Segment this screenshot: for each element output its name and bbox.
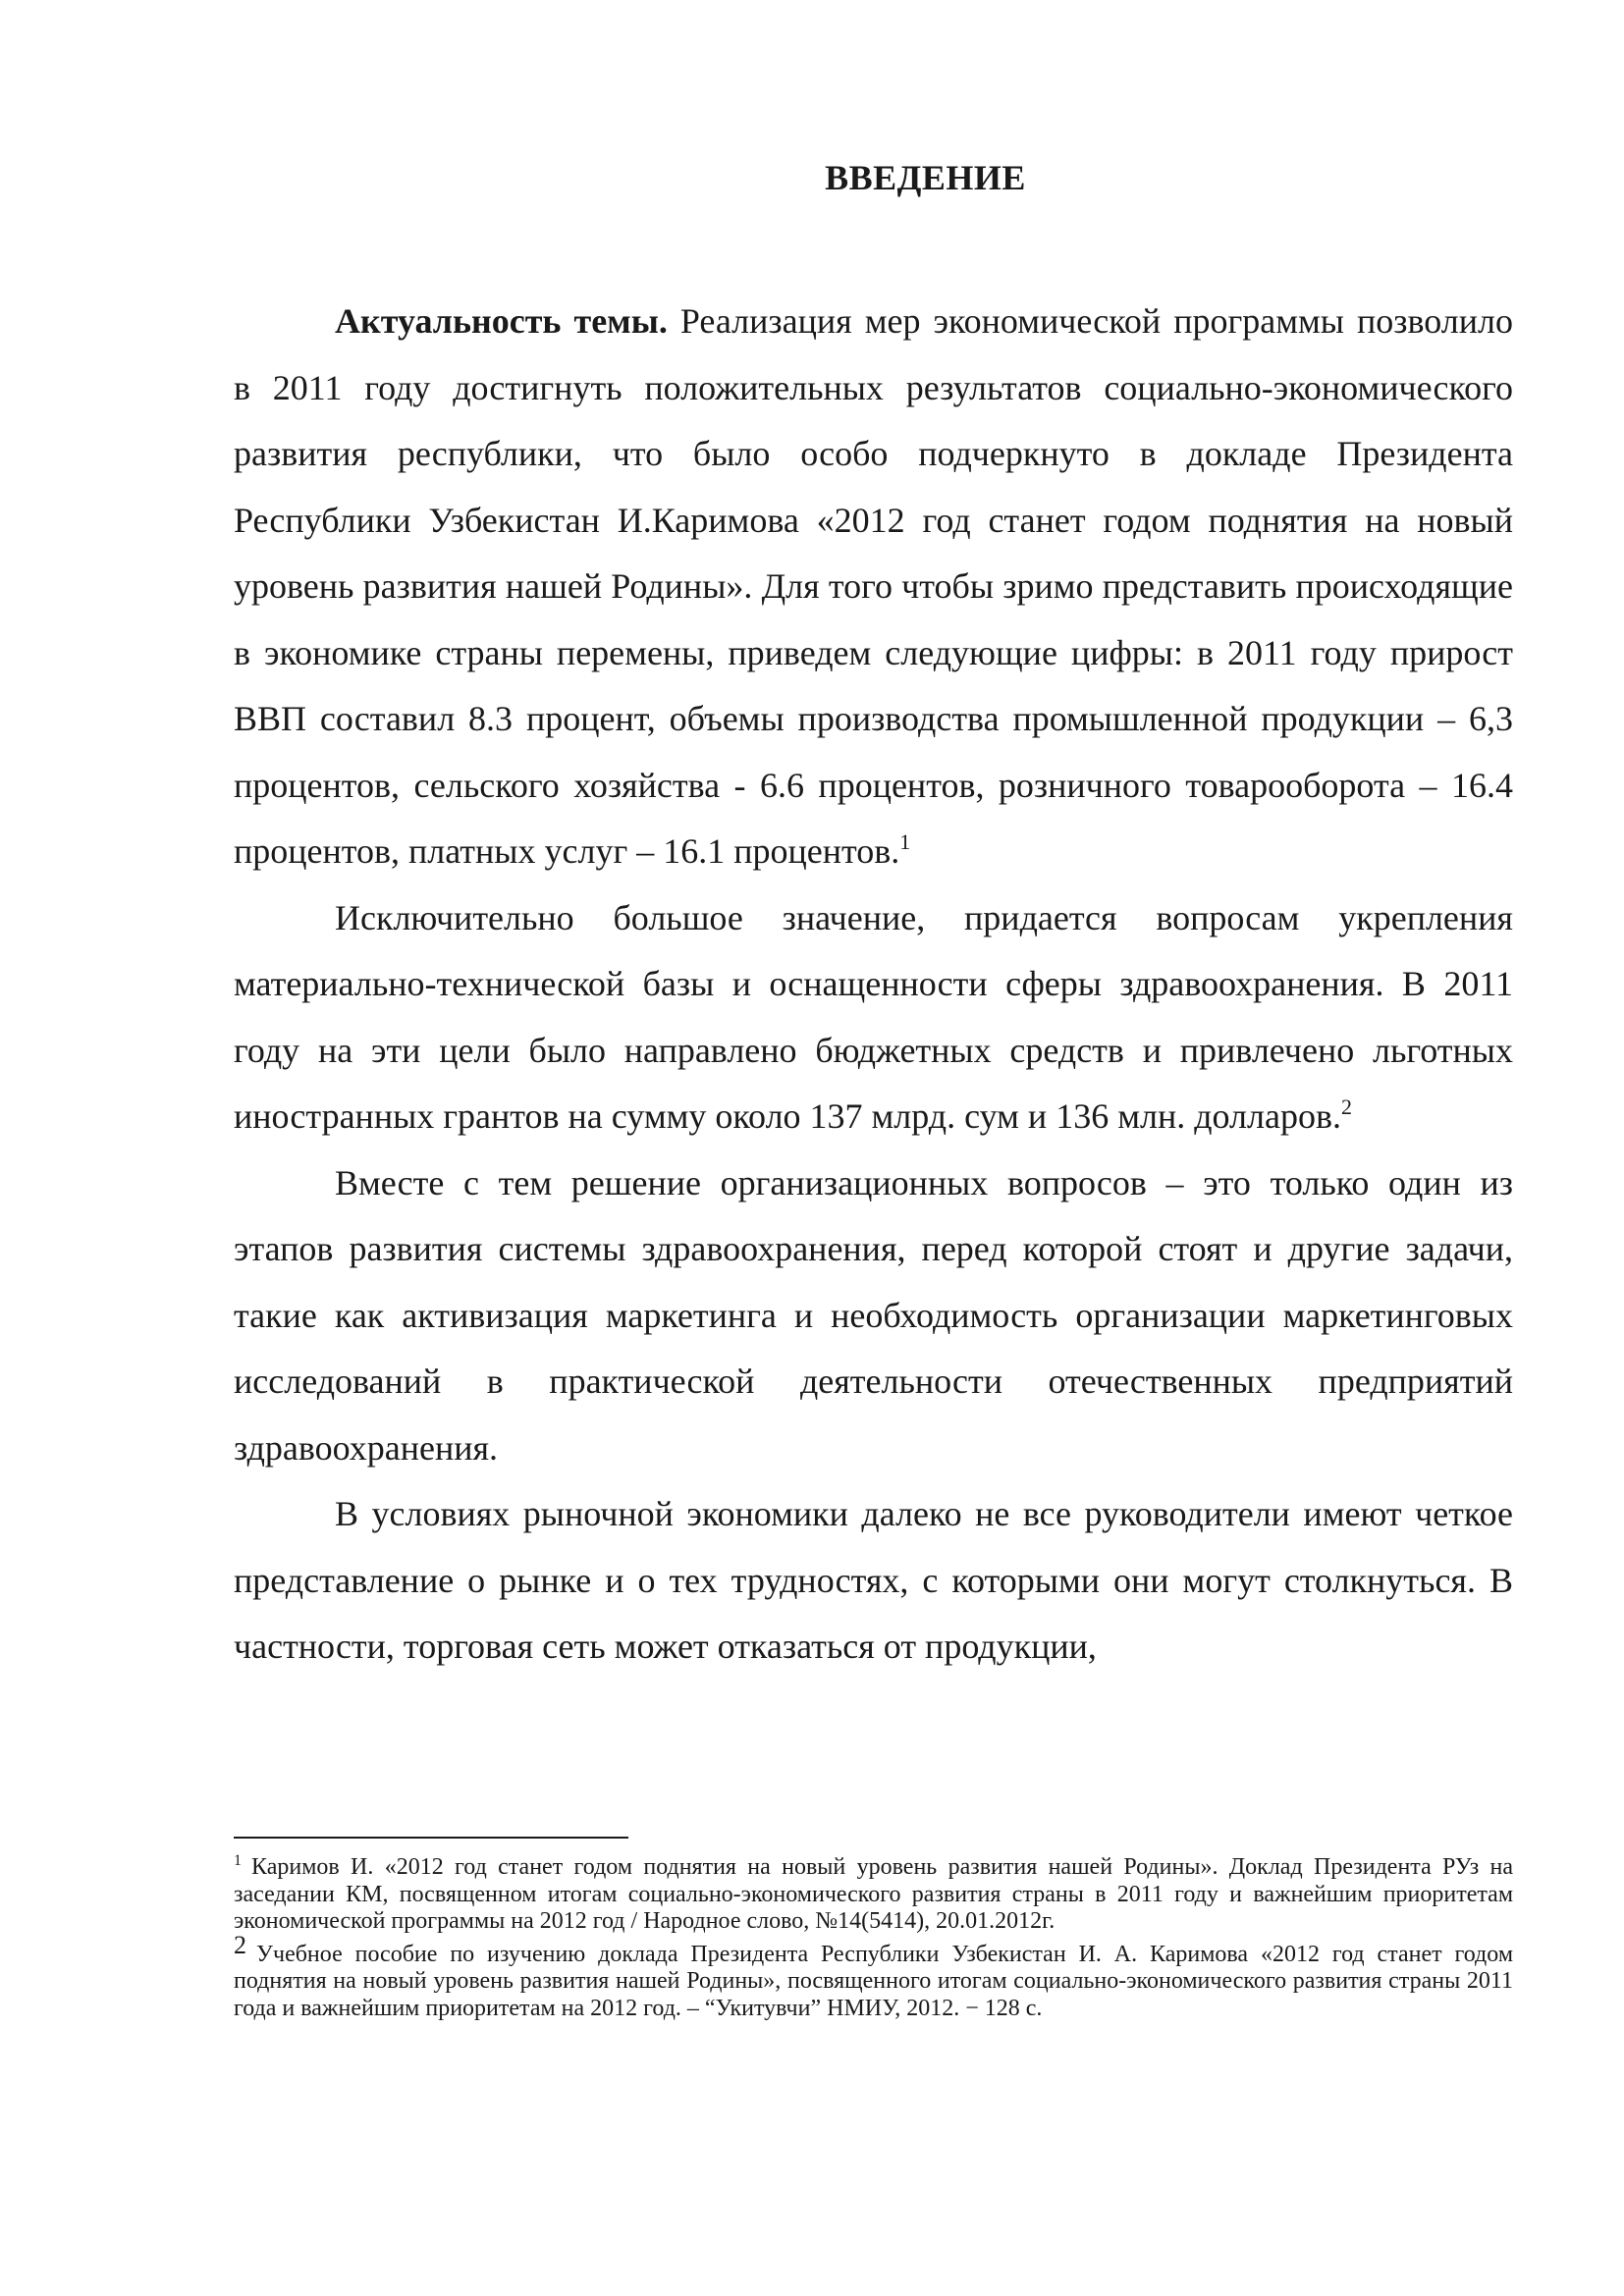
paragraph-text: Исключительно большое значение, придается вопросам укрепления материально-технической базы и оснащенности сферы здравоохранения. В 2011 году на эти цели было направлено бюджетных средств и привлечено льготных иностранных грантов на сумму около 137 млрд. сум и 136 млн. долларов. <box>234 897 1513 1136</box>
paragraph-organizational-issues: Вместе с тем решение организационных вопросов – это только один из этапов развития системы здравоохранения, перед которой стоят и другие задачи, такие как активизация маркетинга и необходимость организации маркетинговых исследований в практической деятельности отечественных предприятий здравоохранения. <box>234 1162 1513 1468</box>
footnote-mark: 1 <box>234 1852 242 1869</box>
footnote-text: Каримов И. «2012 год станет годом поднятия на новый уровень развития нашей Родины». Доклад Президента РУз на заседании КМ, посвященном итогам социально-экономического развития страны в 2011 году и важнейшим приоритетам экономической программы на 2012 год / Народное слово, №14(5414), 20.01.2012г. <box>234 1854 1513 1934</box>
footnote-item <box>234 1930 1513 2023</box>
body-text <box>234 289 1513 1681</box>
paragraph-relevance <box>234 289 1513 885</box>
paragraph-lead: Актуальность темы. <box>335 301 668 341</box>
paragraph-healthcare-funding <box>234 885 1513 1150</box>
footnotes <box>234 1854 1513 2028</box>
page-title: ВВЕДЕНИЕ <box>825 158 1026 197</box>
paragraph-text: Реализация мер экономической программы позволило в 2011 году достигнуть положительных результатов социально-экономического развития республики, что было особо подчеркнуто в докладе Президента Республики Узбекистан И.Каримова «2012 год станет годом поднятия на новый уровень развития нашей Родины». Для того чтобы зримо представить происходящие в экономике страны перемены, приведем следующие цифры: в 2011 году прирост ВВП составил 8.3 процент, объемы производства промышленной продукции – 6,3 процентов, сельского хозяйства - 6.6 процентов, розничного товарооборота – 16.4 процентов, платных услуг – 16.1 процентов. <box>234 301 1513 871</box>
footnote-mark: 2 <box>234 1930 246 1959</box>
footnote-reference: 1 <box>899 829 911 854</box>
footnote-separator <box>234 1837 628 1839</box>
footnote-text: Учебное пособие по изучению доклада Президента Республики Узбекистан И. А. Каримова «2012 год станет годом поднятия на новый уровень развития нашей Родины», посвященного итогам социально-экономического развития страны 2011 года и важнейшим приоритетам на 2012 год. – “Укитувчи” НМИУ, 2012. − 128 с. <box>234 1941 1513 2021</box>
footnote-item <box>234 1854 1513 1936</box>
paragraph-market-economy: В условиях рыночной экономики далеко не все руководители имеют четкое представление о рынке и о тех трудностях, с которыми они могут столкнуться. В частности, торговая сеть может отказаться от продукции, <box>234 1494 1513 1666</box>
footnote-reference: 2 <box>1340 1095 1352 1119</box>
